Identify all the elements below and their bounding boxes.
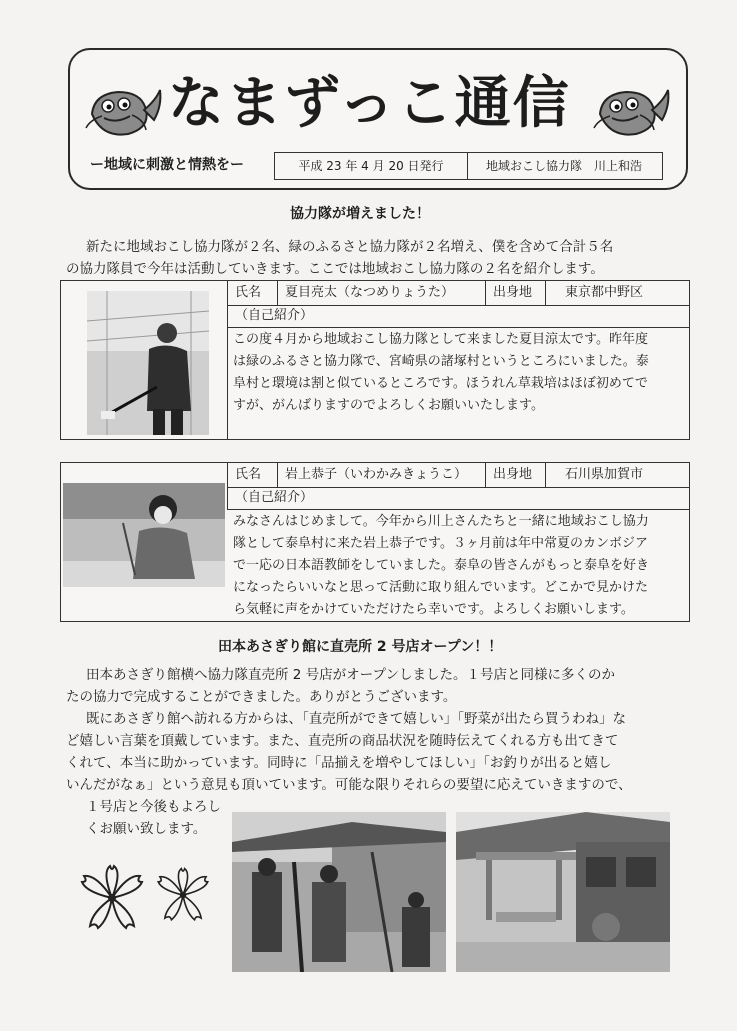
intro-line: この度４月から地域おこし協力隊として来ました夏目涼太です。昨年度 [233, 332, 648, 347]
sakura-flower-icon [72, 862, 152, 934]
profile-table [60, 462, 690, 622]
intro-line: 隊として泰阜村に来た岩上恭子です。３ヶ月前は年中常夏のカンボジア [233, 536, 648, 551]
intro-line: になったらいいなと思って活動に取り組んでいます。どこかで見かけた [233, 580, 648, 595]
paragraph-line: くお願い致します。 [86, 821, 207, 837]
member-origin: 東京都中野区 [565, 285, 644, 300]
issue-date: 平成 23 年 4 月 20 日発行 [274, 152, 468, 180]
member-name: 岩上恭子（いわかみきょうこ） [285, 467, 468, 482]
sakura-flower-icon [150, 862, 216, 928]
origin-label: 出身地 [493, 285, 533, 300]
intro-line: は緑のふるさと協力隊で、宮崎県の諸塚村というところにいました。泰 [233, 354, 649, 369]
paragraph-line: くれて、本当に助かっています。同時に「品揃えを増やしてほしい」「お釣りが出ると嬉し [66, 755, 612, 771]
intro-line: 阜村と環境は割と似ているところです。ほうれん草栽培はほぼ初めてで [233, 376, 648, 391]
intro-line: すが、がんばりますのでよろしくお願いいたします。 [233, 398, 544, 413]
intro-line: みなさんはじめまして。今年から川上さんたちと一緒に地域おこし協力 [233, 514, 649, 529]
paragraph-line: 既にあさぎり館へ訪れる方からは、「直売所ができて嬉しい」「野菜が出たら買うわね」な [86, 711, 626, 727]
newsletter-subtitle: ー地域に刺激と情熱をー [90, 157, 244, 173]
catfish-mascot-icon [84, 80, 164, 144]
intro-label: （自己紹介） [235, 490, 314, 505]
profile-photo [87, 291, 209, 435]
intro-line: で一応の日本語教師をしていました。泰阜の皆さんがもっと泰阜を好き [233, 558, 650, 573]
name-label: 氏名 [235, 285, 262, 300]
paragraph-line: いんだがなぁ」という意見も頂いています。可能な限りそれらの要望に応えていきますので、 [66, 777, 632, 793]
member-name: 夏目亮太（なつめりょうた） [285, 285, 455, 300]
paragraph-line: １号店と今後もよろし [86, 799, 221, 815]
name-label: 氏名 [235, 467, 262, 482]
intro-label: （自己紹介） [235, 308, 314, 323]
paragraph-line: 新たに地域おこし協力隊が２名、緑のふるさと協力隊が２名増え、僕を含めて合計５名 [86, 239, 614, 255]
construction-photo [232, 812, 446, 972]
issue-author: 地域おこし協力隊 川上和浩 [466, 152, 663, 180]
newsletter-title: なまずっこ通信 [168, 71, 571, 136]
paragraph-line: の協力隊員で今年は活動していきます。ここでは地域おこし協力隊の２名を紹介します。 [66, 261, 604, 277]
profile-table [60, 280, 690, 440]
profile-photo [63, 483, 225, 587]
catfish-mascot-icon [592, 80, 672, 144]
member-origin: 石川県加賀市 [565, 467, 644, 482]
section-heading: 田本あさぎり館に直売所 2 号店オープン！！ [218, 639, 503, 655]
shop-photo [456, 812, 670, 972]
paragraph-line: たの協力で完成することができました。ありがとうございます。 [66, 689, 457, 705]
origin-label: 出身地 [493, 467, 533, 482]
intro-line: ら気軽に声をかけていただけたら幸いです。よろしくお願いします。 [233, 602, 634, 617]
paragraph-line: 田本あさぎり館横へ協力隊直売所 2 号店がオープンしました。１号店と同様に多くのか [86, 667, 615, 683]
paragraph-line: ど嬉しい言葉を頂戴しています。また、直売所の商品状況を随時伝えてくれる方も出てきて [66, 733, 619, 749]
section-heading: 協力隊が増えました！ [290, 206, 430, 222]
